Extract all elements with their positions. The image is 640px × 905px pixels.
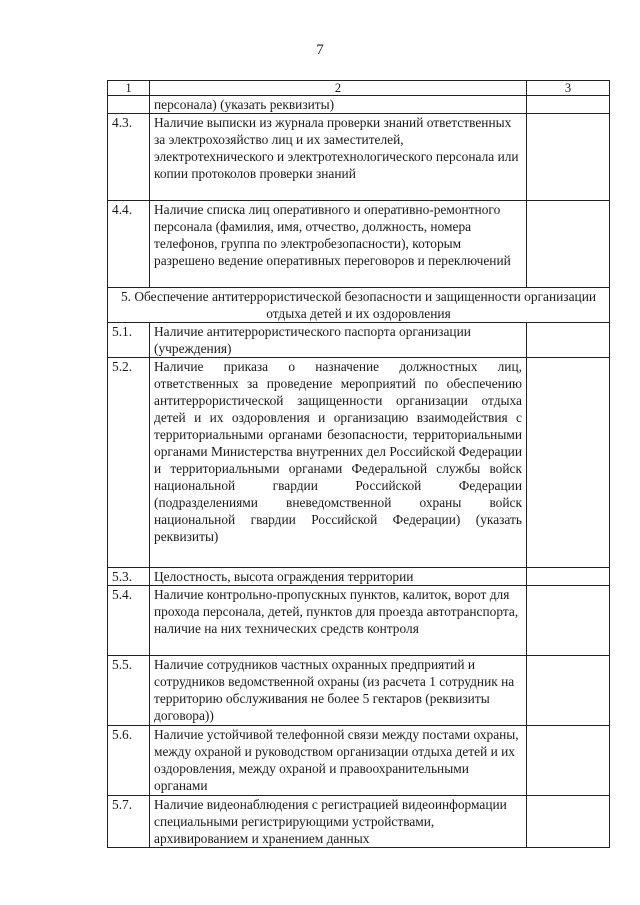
row-number: 4.3. — [108, 114, 150, 201]
row-value-cell — [527, 726, 610, 796]
row-value-cell — [527, 201, 610, 288]
header-col-1: 1 — [108, 81, 150, 96]
row-text: Наличие антитеррористического паспорта организации (учреждения) — [150, 323, 527, 358]
row-number: 5.2. — [108, 358, 150, 568]
row-number: 5.5. — [108, 656, 150, 726]
table-row — [108, 726, 610, 796]
row-number: 5.3. — [108, 568, 150, 586]
row-text: Наличие устойчивой телефонной связи между постами охраны, между охраной и руководством организации отдыха детей и их оздоровления, между охраной и правоохранительными органами — [150, 726, 527, 796]
header-col-2: 2 — [150, 81, 527, 96]
row-value-cell — [527, 586, 610, 656]
table-row — [108, 323, 610, 358]
row-text: Целостность, высота ограждения территории — [150, 568, 527, 586]
row-number — [108, 96, 150, 114]
section-heading: 5. Обеспечение антитеррористической безопасности и защищенности организации отдыха детей и их оздоровления — [108, 288, 610, 323]
table-row — [108, 568, 610, 586]
table-row — [108, 201, 610, 288]
row-number: 5.6. — [108, 726, 150, 796]
header-col-3: 3 — [527, 81, 610, 96]
row-text: Наличие сотрудников частных охранных предприятий и сотрудников ведомственной охраны (из расчета 1 сотрудник на территорию обслуживания не более 5 гектаров (реквизиты договора)) — [150, 656, 527, 726]
table-header-row — [108, 81, 610, 96]
row-number: 5.4. — [108, 586, 150, 656]
page-number: 7 — [316, 42, 324, 58]
row-text: Наличие выписки из журнала проверки знаний ответственных за электрохозяйство лиц и их заместителей, электротехнического и электротехнологического персонала или копии протоколов проверки знаний — [150, 114, 527, 201]
row-value-cell — [527, 358, 610, 568]
row-value-cell — [527, 656, 610, 726]
row-number: 4.4. — [108, 201, 150, 288]
row-text: Наличие видеонаблюдения с регистрацией видеоинформации специальными регистрирующими устройствами, архивированием и хранением данных — [150, 796, 527, 848]
table-row — [108, 114, 610, 201]
row-text: Наличие списка лиц оперативного и оперативно-ремонтного персонала (фамилия, имя, отчество, должность, номера телефонов, группа по электробезопасности), которым разрешено ведение оперативных переговоров и переключений — [150, 201, 527, 288]
table-row — [108, 656, 610, 726]
section-row — [108, 288, 610, 323]
row-number: 5.1. — [108, 323, 150, 358]
row-value-cell — [527, 114, 610, 201]
table-row — [108, 96, 610, 114]
row-text: Наличие контрольно-пропускных пунктов, калиток, ворот для прохода персонала, детей, пунктов для проезда автотранспорта, наличие на них технических средств контроля — [150, 586, 527, 656]
table-row — [108, 796, 610, 848]
row-text: Наличие приказа о назначение должностных лиц, ответственных за проведение мероприятий по обеспечению антитеррористической защищенности организации отдыха детей и их оздоровления и организацию взаимодействия с территориальными органами безопасности, территориальными органами Министерства внутренних дел Российской Федерации и территориальными органами Федеральной службы войск национальной гвардии Российской Федерации (подразделениями вневедомственной охраны войск национальной гвардии Российской Федерации) (указать реквизиты) — [150, 358, 527, 568]
table-row — [108, 358, 610, 568]
row-value-cell — [527, 796, 610, 848]
checklist-table — [107, 80, 610, 848]
row-number: 5.7. — [108, 796, 150, 848]
row-value-cell — [527, 96, 610, 114]
row-text: персонала) (указать реквизиты) — [150, 96, 527, 114]
table-row — [108, 586, 610, 656]
row-value-cell — [527, 568, 610, 586]
row-value-cell — [527, 323, 610, 358]
